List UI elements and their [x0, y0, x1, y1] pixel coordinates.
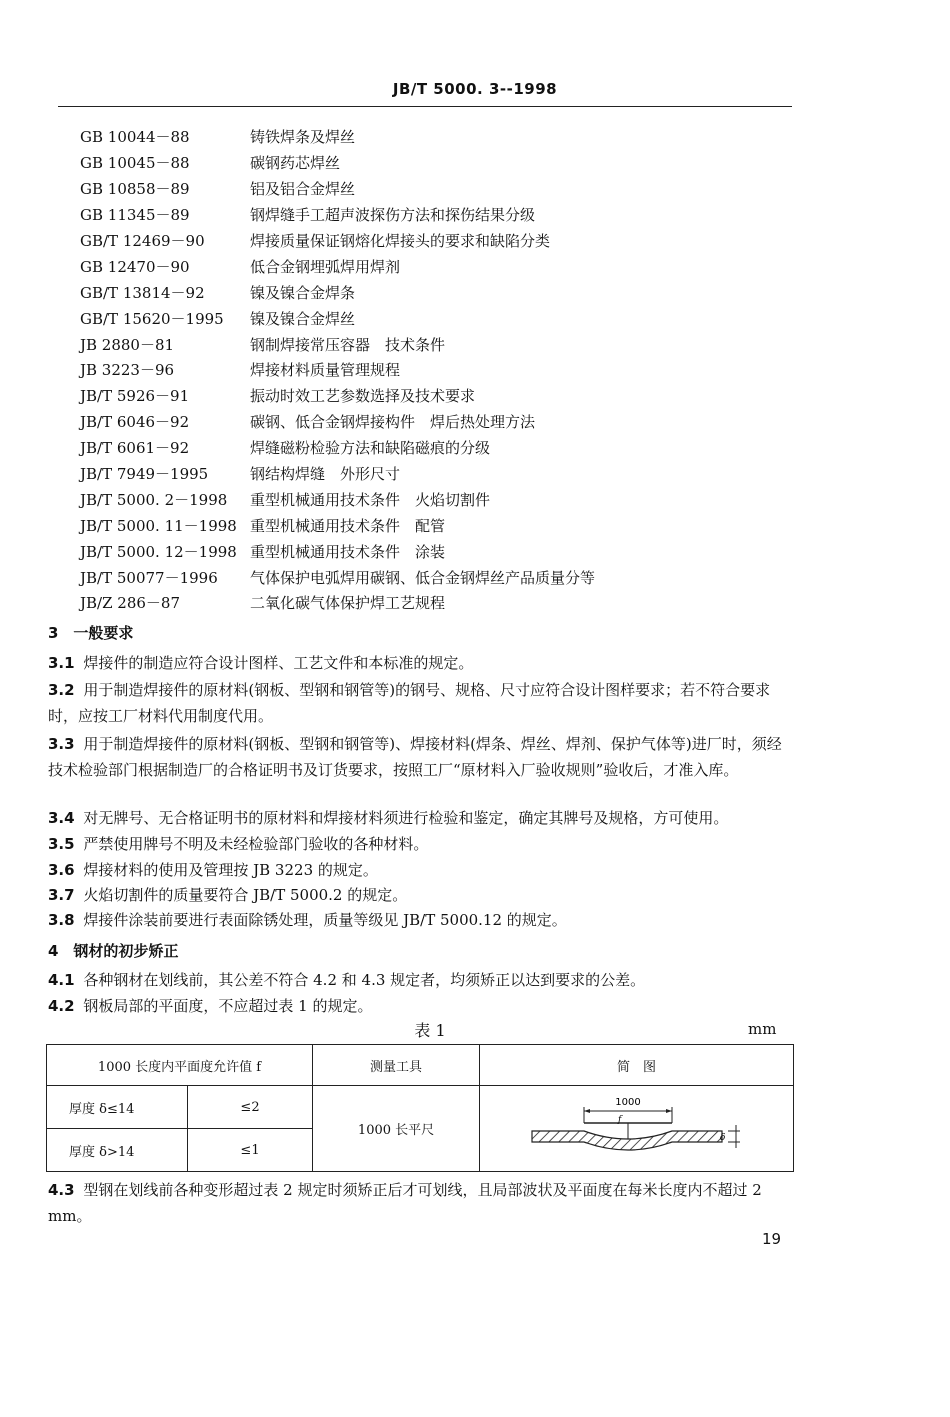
reference-code: GB 12470－90: [80, 257, 190, 276]
reference-title: 焊接材料质量管理规程: [250, 361, 401, 380]
reference-title: 二氧化碳气体保护焊工艺规程: [250, 594, 446, 613]
reference-row: [80, 150, 595, 176]
table-caption: 表 1: [414, 1021, 446, 1040]
reference-row: [80, 279, 595, 305]
reference-code: JB 3223－96: [80, 361, 175, 380]
reference-row: [80, 590, 595, 616]
reference-code: JB/T 5000. 12－1998: [80, 542, 237, 561]
reference-code: JB/T 5000. 11－1998: [80, 516, 237, 535]
reference-row: [80, 124, 595, 150]
clause-number: 4.3: [48, 1181, 75, 1199]
section-4-heading: 4 钢材的初步矫正: [48, 942, 179, 960]
reference-row: [80, 409, 595, 435]
reference-title: 重型机械通用技术条件 涂装: [250, 542, 446, 561]
clause-number: 3.6: [48, 861, 75, 879]
reference-row: [80, 435, 595, 461]
reference-code: JB/T 50077－1996: [80, 568, 218, 587]
clause-text: 焊接件的制造应符合设计图样、工艺文件和本标准的规定。: [83, 654, 474, 672]
reference-title: 铸铁焊条及焊丝: [250, 128, 356, 147]
reference-title: 重型机械通用技术条件 配管: [250, 516, 446, 535]
thickness-condition: 厚度 δ>14: [47, 1129, 188, 1172]
flatness-table: [46, 1044, 794, 1172]
clause-text: 焊接件涂装前要进行表面除锈处理，质量等级见 JB/T 5000.12 的规定。: [83, 911, 567, 929]
clause-3-4: [48, 805, 792, 831]
reference-row: [80, 331, 595, 357]
reference-code: JB/T 7949－1995: [80, 465, 209, 484]
clause-number: 3.7: [48, 886, 75, 904]
clause-3-3: [48, 731, 792, 783]
reference-title: 镍及镍合金焊丝: [250, 309, 356, 328]
arrow-left: [584, 1109, 590, 1113]
clause-text: 焊接材料的使用及管理按 JB 3223 的规定。: [83, 861, 378, 879]
reference-title: 重型机械通用技术条件 火焰切割件: [250, 490, 491, 509]
header-tool: 测量工具: [313, 1045, 480, 1086]
reference-row: [80, 228, 595, 254]
reference-title: 焊缝磁粉检验方法和缺陷磁痕的分级: [250, 439, 491, 458]
clause-number: 3.4: [48, 809, 75, 827]
deviation-label: f: [617, 1114, 621, 1125]
header-diagram: 简 图: [480, 1045, 794, 1086]
reference-code: GB/T 12469－90: [80, 232, 205, 250]
section-3-heading: 3 一般要求: [48, 624, 134, 642]
reference-code: JB/T 5926－91: [80, 387, 190, 406]
diagram-cell: [480, 1086, 794, 1172]
reference-title: 钢制焊接常压容器 技术条件: [250, 335, 446, 354]
page-header: JB/T 5000. 3--1998: [392, 80, 558, 98]
clause-number: 3.8: [48, 911, 75, 929]
clause-text: 各种钢材在划线前，其公差不符合 4.2 和 4.3 规定者，均须矫正以达到要求的公差。: [83, 971, 646, 989]
clause-4-3: [48, 1177, 792, 1229]
reference-title: 镍及镍合金焊条: [250, 283, 356, 302]
flatness-diagram: [522, 1089, 752, 1169]
clause-3-8: [48, 907, 792, 933]
measuring-tool: 1000 长平尺: [313, 1086, 480, 1172]
dimension-label: 1000: [614, 1096, 641, 1108]
clause-3-5: [48, 831, 792, 857]
reference-code: JB/T 5000. 2－1998: [80, 490, 228, 509]
reference-code: GB 10044－88: [80, 128, 190, 147]
reference-row: [80, 564, 595, 590]
thickness-label: δ: [719, 1132, 725, 1143]
reference-row: [80, 253, 595, 279]
reference-code: GB 11345－89: [80, 206, 190, 225]
reference-title: 碳钢、低合金钢焊接构件 焊后热处理方法: [250, 413, 536, 432]
reference-code: GB 10045－88: [80, 154, 190, 173]
clause-4-2: [48, 993, 792, 1019]
reference-code: JB 2880－81: [80, 335, 175, 354]
arrow-right: [666, 1109, 672, 1113]
table-row: [47, 1086, 794, 1129]
clause-number: 3.3: [48, 735, 75, 753]
reference-row: [80, 305, 595, 331]
tolerance-value: ≤2: [188, 1086, 313, 1129]
reference-row: [80, 486, 595, 512]
clause-3-1: [48, 650, 792, 676]
clause-number: 3.2: [48, 681, 75, 699]
reference-row: [80, 461, 595, 487]
reference-row: [80, 512, 595, 538]
page-number: 19: [762, 1230, 782, 1248]
reference-title: 振动时效工艺参数选择及技术要求: [250, 387, 476, 406]
clause-text: 对无牌号、无合格证明书的原材料和焊接材料须进行检验和鉴定，确定其牌号及规格，方可使用。: [83, 809, 729, 827]
reference-row: [80, 538, 595, 564]
reference-title: 低合金钢埋弧焊用焊剂: [250, 257, 401, 276]
reference-code: GB/T 15620－1995: [80, 309, 224, 328]
reference-title: 碳钢药芯焊丝: [250, 154, 341, 173]
clause-number: 3.1: [48, 654, 75, 672]
clause-3-2: [48, 677, 792, 729]
reference-title: 焊接质量保证钢熔化焊接头的要求和缺陷分类: [250, 232, 551, 250]
clause-number: 3.5: [48, 835, 75, 853]
clause-4-1: [48, 967, 792, 993]
reference-title: 钢结构焊缝 外形尺寸: [250, 465, 401, 484]
reference-row: [80, 357, 595, 383]
steel-plate: [532, 1131, 722, 1150]
reference-code: JB/T 6046－92: [80, 413, 190, 432]
header-tolerance: 1000 长度内平面度允许值 f: [47, 1045, 313, 1086]
clause-3-7: [48, 882, 792, 908]
header-rule: [58, 106, 792, 107]
reference-code: JB/T 6061－92: [80, 439, 190, 458]
reference-title: 铝及铝合金焊丝: [250, 180, 356, 199]
reference-title: 气体保护电弧焊用碳钢、低合金钢焊丝产品质量分等: [250, 568, 596, 587]
clause-text: 火焰切割件的质量要符合 JB/T 5000.2 的规定。: [83, 886, 408, 904]
reference-code: GB 10858－89: [80, 180, 190, 199]
clause-number: 4.2: [48, 997, 75, 1015]
reference-code: JB/Z 286－87: [80, 594, 180, 613]
reference-row: [80, 383, 595, 409]
table-header-row: [47, 1045, 794, 1086]
clause-3-6: [48, 857, 792, 883]
reference-code: GB/T 13814－92: [80, 283, 205, 302]
thickness-condition: 厚度 δ≤14: [47, 1086, 188, 1129]
clause-text: 用于制造焊接件的原材料(钢板、型钢和钢管等)、焊接材料(焊条、焊丝、焊剂、保护气体等)进厂时，须经技术检验部门根据制造厂的合格证明书及订货要求，按照工厂“原材料入厂验收规则”验收后，才准入库。: [48, 735, 782, 779]
clause-text: 严禁使用牌号不明及未经检验部门验收的各种材料。: [83, 835, 429, 853]
reference-list: [80, 124, 595, 616]
reference-row: [80, 176, 595, 202]
reference-row: [80, 202, 595, 228]
clause-number: 4.1: [48, 971, 75, 989]
table-unit: mm: [748, 1020, 777, 1038]
clause-text: 型钢在划线前各种变形超过表 2 规定时须矫正后才可划线，且局部波状及平面度在每米长度内不超过 2 mm。: [48, 1181, 762, 1225]
tolerance-value: ≤1: [188, 1129, 313, 1172]
reference-title: 钢焊缝手工超声波探伤方法和探伤结果分级: [250, 206, 536, 225]
clause-text: 用于制造焊接件的原材料(钢板、型钢和钢管等)的钢号、规格、尺寸应符合设计图样要求；若不符合要求时，应按工厂材料代用制度代用。: [48, 681, 771, 725]
clause-text: 钢板局部的平面度，不应超过表 1 的规定。: [83, 997, 373, 1015]
